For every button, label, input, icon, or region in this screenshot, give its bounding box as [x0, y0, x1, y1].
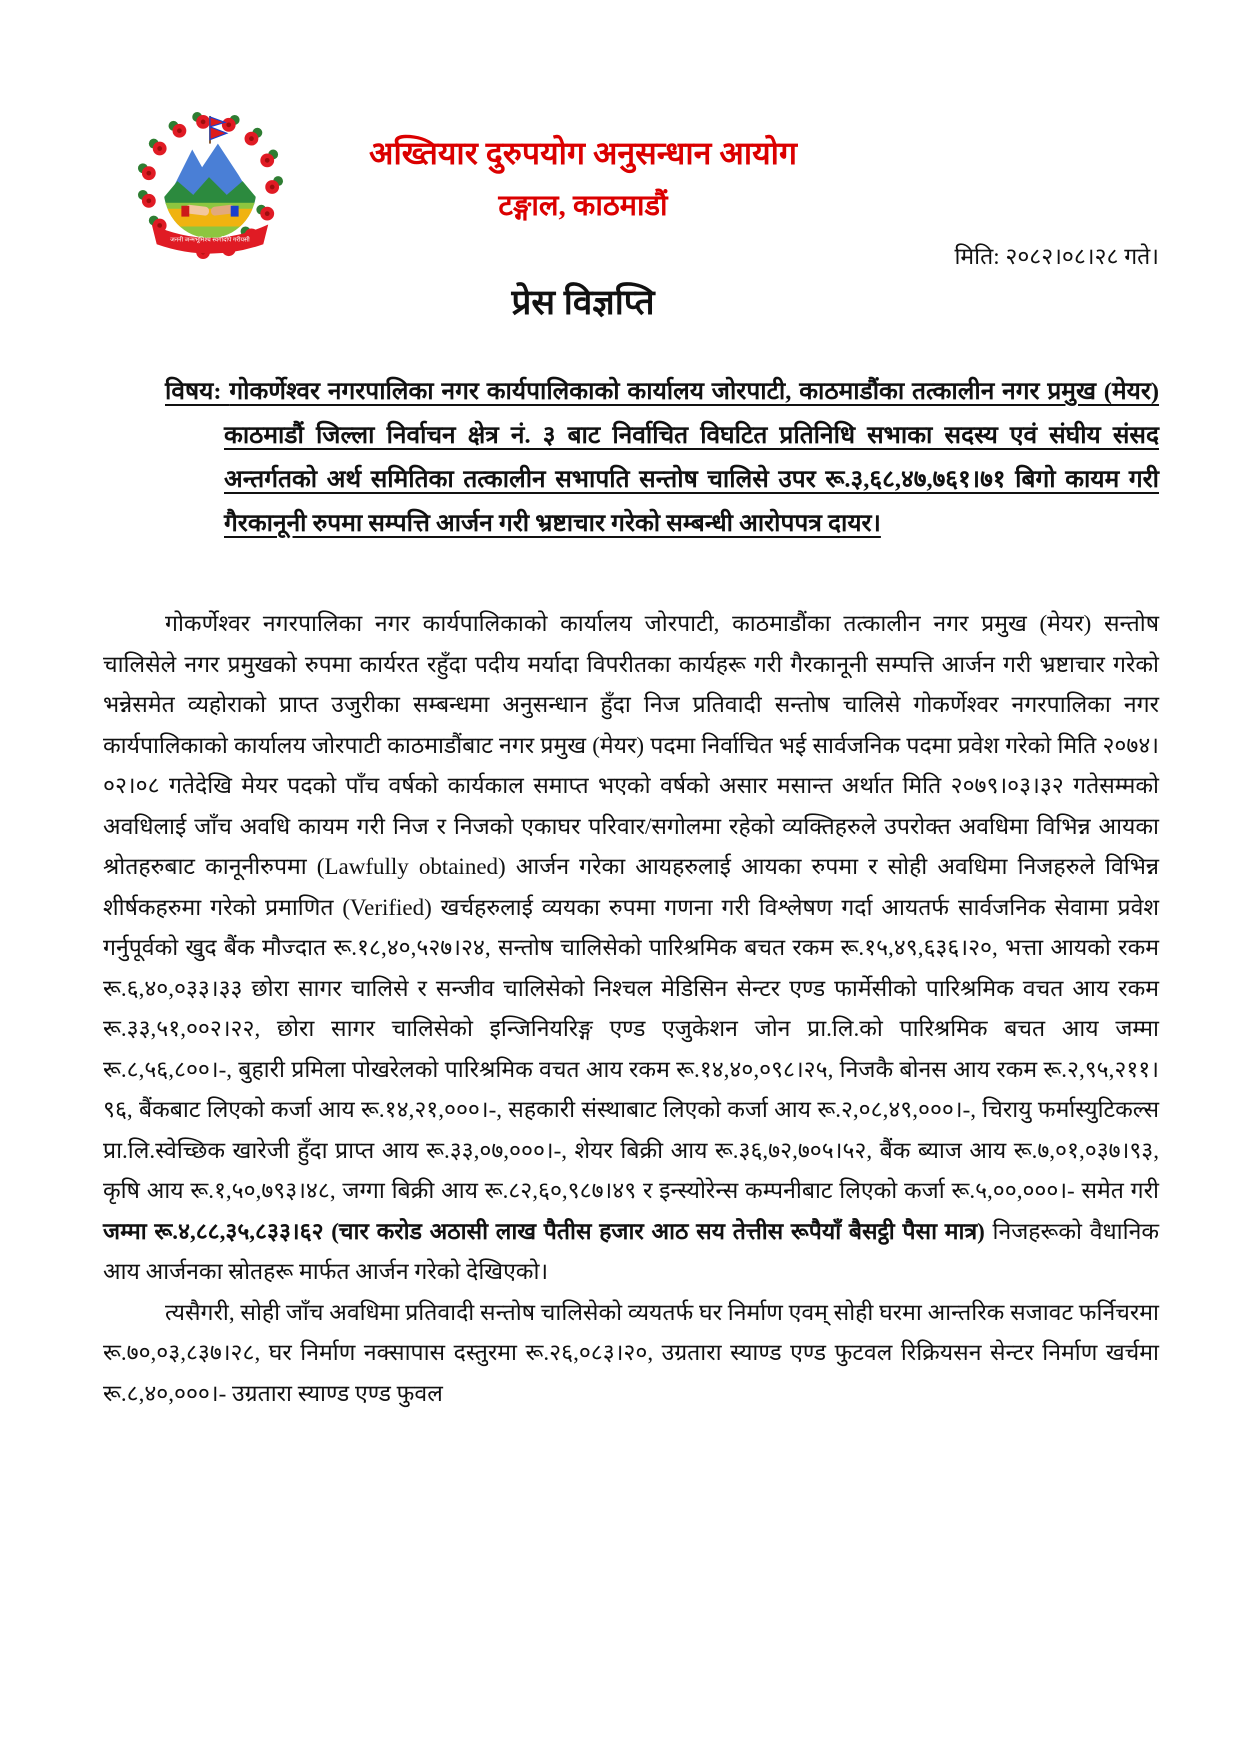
body-paragraph	[103, 1293, 1159, 1415]
body-segment: त्यसैगरी, सोही जाँच अवधिमा प्रतिवादी सन्तोष चालिसेको व्ययतर्फ घर निर्माण एवम् सोही घरमा आन्तरिक सजावट फर्निचरमा रू.७०,०३,८३७।२८, घर निर्माण नक्सापास दस्तुरमा रू.२६,०८३।२०, उग्रतारा स्याण्ड एण्ड फुटवल रिक्रियसन सेन्टर निर्माण खर्चमा रू.८,४०,०००।- उग्रतारा स्याण्ड एण्ड फुवल	[103, 1299, 1159, 1406]
document-title: प्रेस विज्ञप्ति	[511, 283, 655, 322]
org-address: टङ्गाल, काठमाडौं	[498, 190, 668, 222]
logo-motto-text: जननी जन्मभूमिश्च स्वर्गादपि गरीयसी	[170, 237, 250, 244]
subject-block	[165, 370, 1159, 546]
fields-shape	[164, 209, 257, 227]
body-segment: गोकर्णेश्वर नगरपालिका नगर कार्यपालिकाको कार्यालय जोरपाटी, काठमाडौंका तत्कालीन नगर प्रमुख (मेयर) सन्तोष चालिसेले नगर प्रमुखको रुपमा कार्यरत रहुँदा पदीय मर्यादा विपरीतका कार्यहरू गरी गैरकानूनी सम्पत्ति आर्जन गरी भ्रष्टाचार गरेको भन्नेसमेत व्यहोराको प्राप्त उजुरीका सम्बन्धमा अनुसन्धान हुँदा निज प्रतिवादी सन्तोष चालिसे गोकर्णेश्वर नगरपालिका नगर कार्यपालिकाको कार्यालय जोरपाटी काठमाडौंबाट नगर प्रमुख (मेयर) पदमा निर्वाचित भई सार्वजनिक पदमा प्रवेश गरेको मिति २०७४।०२।०८ गतेदेखि मेयर पदको पाँच वर्षको कार्यकाल समाप्त भएको वर्षको असार मसान्त अर्थात मिति २०७९।०३।३२ गतेसम्मको अवधिलाई जाँच अवधि कायम गरी निज र निजको एकाघर परिवार/सगोलमा रहेको व्यक्तिहरुले उपरोक्त अवधिमा विभिन्न आयका श्रोतहरुबाट कानूनीरुपमा (Lawfully obtained) आर्जन गरेका आयहरुलाई आयका रुपमा र सोही अवधिमा निजहरुले विभिन्न शीर्षकहरुमा गरेको प्रमाणित (Verified) खर्चहरुलाई व्ययका रुपमा गणना गरी विश्लेषण गर्दा आयतर्फ सार्वजनिक सेवामा प्रवेश गर्नुपूर्वको खुद बैंक मौज्दात रू.१८,४०,५२७।२४, सन्तोष चालिसेको पारिश्रमिक बचत रकम रू.१५,४९,६३६।२०, भत्ता आयको रकम रू.६,४०,०३३।३३ छोरा सागर चालिसे र सन्जीव चालिसेको निश्चल मेडिसिन सेन्टर एण्ड फार्मेसीको पारिश्रमिक वचत आय रकम रू.३३,५१,००२।२२, छोरा सागर चालिसेको इन्जिनियरिङ्ग एण्ड एजुकेशन जोन प्रा.लि.को पारिश्रमिक बचत आय जम्मा रू.८,५६,८००।-, बुहारी प्रमिला पोखरेलको पारिश्रमिक वचत आय रकम रू.१४,४०,०९८।२५, निजकै बोनस आय रकम रू.२,९५,२११।९६, बैंकबाट लिएको कर्जा आय रू.१४,२१,०००।-, सहकारी संस्थाबाट लिएको कर्जा आय रू.२,०८,४९,०००।-, चिरायु फर्मास्युटिकल्स प्रा.लि.स्वेच्छिक खारेजी हुँदा प्राप्त आय रू.३३,०७,०००।-, शेयर बिक्री आय रू.३६,७२,७०५।५२, बैंक ब्याज आय रू.७,०१,०३७।९३, कृषि आय रू.१,५०,७९३।४८, जग्गा बिक्री आय रू.८२,६०,९८७।४९ र इन्स्योरेन्स कम्पनीबाट लिएको कर्जा रू.५,००,०००।- समेत गरी	[103, 611, 1159, 1203]
document-body	[103, 604, 1159, 1414]
nepal-emblem-logo	[136, 112, 284, 262]
body-paragraph	[103, 604, 1159, 1293]
org-name: अख्तियार दुरुपयोग अनुसन्धान आयोग	[369, 135, 797, 171]
body-segment-bold: जम्मा रू.४,८८,३५,८३३।६२ (चार करोड अठासी लाख पैतीस हजार आठ सय तेत्तीस रूपैयाँ बैसट्ठी पैसा मात्र)	[103, 1218, 985, 1244]
body-segment: निजहरूको वैधानिक आय आर्जनका स्रोतहरू मार्फत आर्जन गरेको देखिएको।	[103, 1218, 1159, 1284]
subject-text: गोकर्णेश्वर नगरपालिका नगर कार्यपालिकाको कार्यालय जोरपाटी, काठमाडौंका तत्कालीन नगर प्रमुख (मेयर) काठमाडौं जिल्ला निर्वाचन क्षेत्र नं. ३ बाट निर्वाचित विघटित प्रतिनिधि सभाका सदस्य एवं संघीय संसद अन्तर्गतको अर्थ समितिका तत्कालीन सभापति सन्तोष चालिसे उपर रू.३,६८,४७,७६१।७१ बिगो कायम गरी गैरकानूनी रुपमा सम्पत्ति आर्जन गरी भ्रष्टाचार गरेको सम्बन्धी आरोपपत्र दायर।	[224, 378, 1160, 537]
subject-label: विषय:	[165, 378, 222, 405]
date-line: मिति: २०८२।०८।२८ गते।	[954, 244, 1159, 269]
nepal-emblem-graphic	[136, 112, 284, 262]
